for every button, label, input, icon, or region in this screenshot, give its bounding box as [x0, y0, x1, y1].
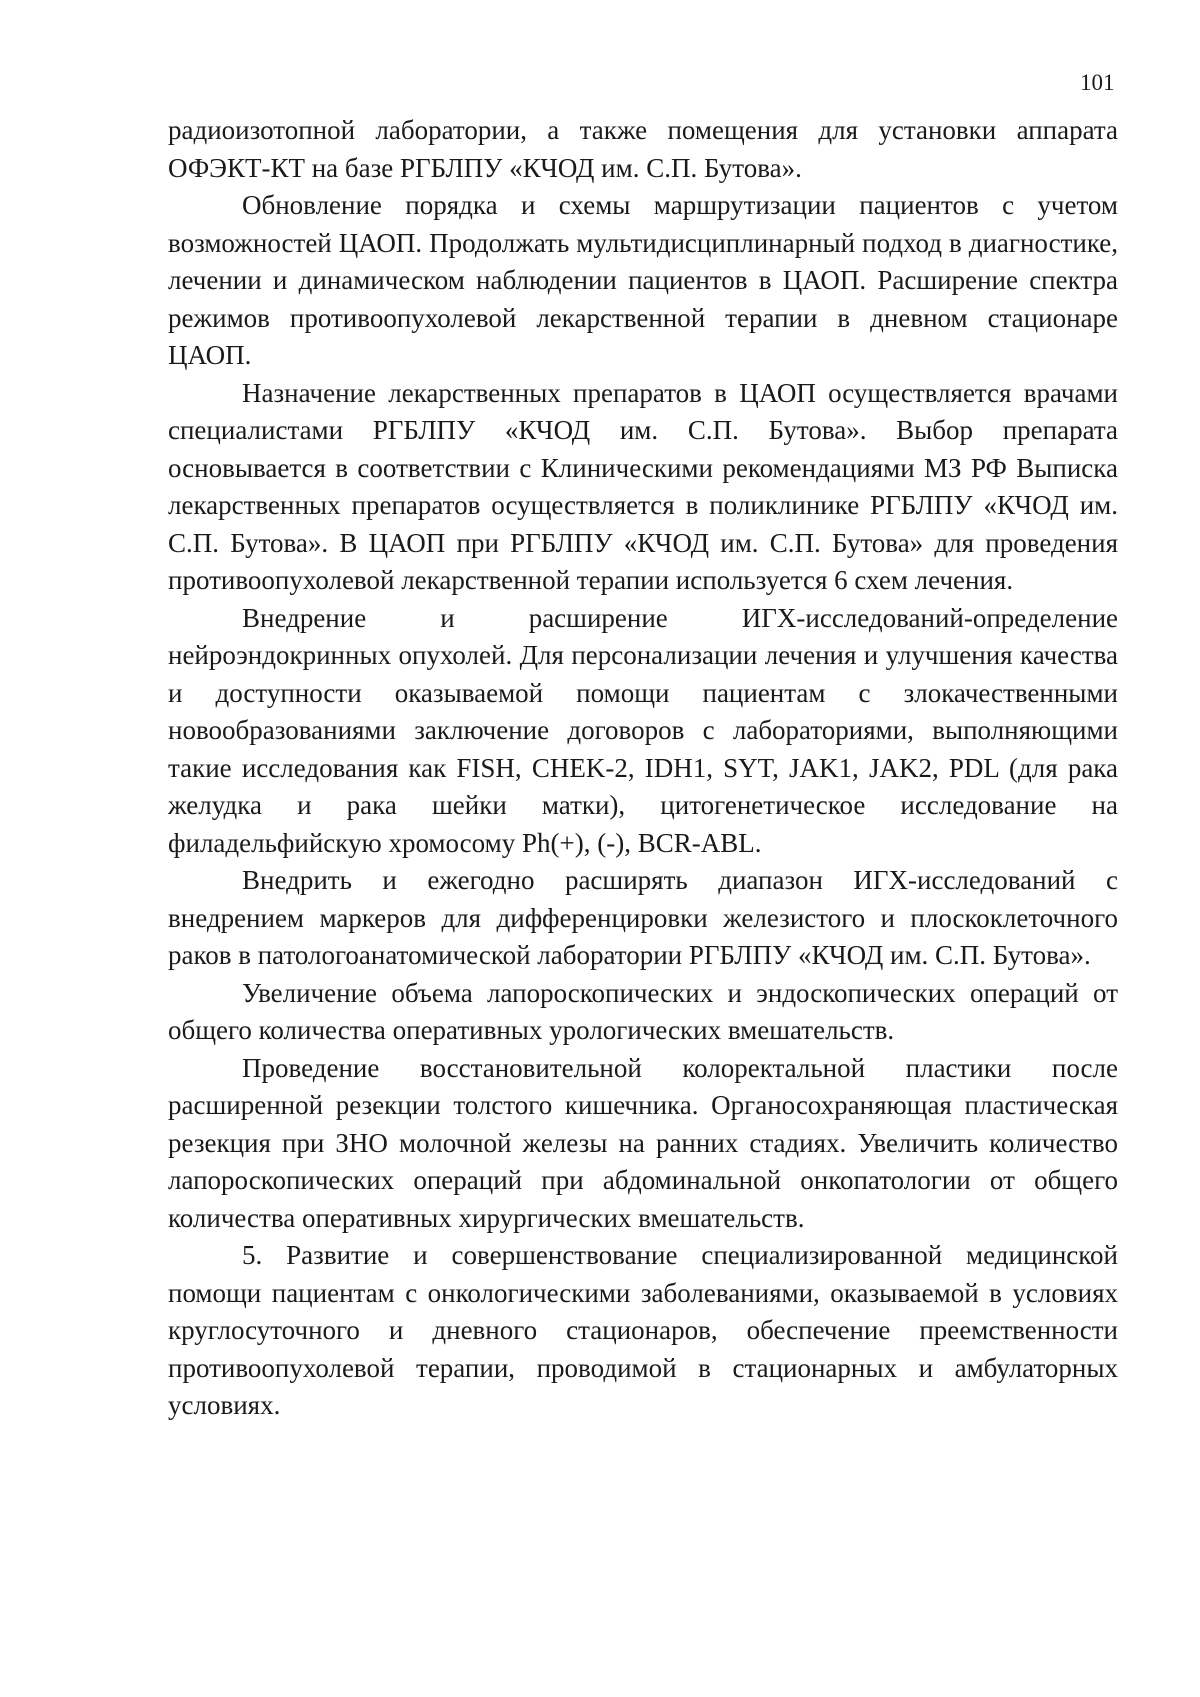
- paragraph-7: Проведение восстановительной колоректальной пластики после расширенной резекции толстого кишечника. Органосохраняющая пластическая резекция при ЗНО молочной железы на ранних стадиях. Увеличить количество лапороскопических операций при абдоминальной онкопатологии от общего количества оперативных хирургических вмешательств.: [168, 1052, 1118, 1233]
- paragraph-4: Внедрение и расширение ИГХ-исследований-определение нейроэндокринных опухолей. Для персонализации лечения и улучшения качества и доступности оказываемой помощи пациентам с злокачественными новообразованиями заключение договоров с лабораториями, выполняющими такие исследования как FISH, CHEK-2, IDH1, SYT, JAK1, JAK2, PDL (для рака желудка и рака шейки матки), цитогенетическое исследование на филадельфийскую хромосому Ph(+), (-), BCR-ABL.: [168, 602, 1118, 858]
- document-body: [168, 112, 1118, 1425]
- paragraph-5: Внедрить и ежегодно расширять диапазон ИГХ-исследований с внедрением маркеров для дифференцировки железистого и плоскоклеточного раков в патологоанатомической лаборатории РГБЛПУ «КЧОД им. С.П. Бутова».: [168, 865, 1118, 970]
- paragraph-3: Назначение лекарственных препаратов в ЦАОП осуществляется врачами специалистами РГБЛПУ «КЧОД им. С.П. Бутова». Выбор препарата основывается в соответствии с Клиническими рекомендациями МЗ РФ Выписка лекарственных препаратов осуществляется в поликлинике РГБЛПУ «КЧОД им. С.П. Бутова». В ЦАОП при РГБЛПУ «КЧОД им. С.П. Бутова» для проведения противоопухолевой лекарственной терапии используется 6 схем лечения.: [168, 377, 1118, 595]
- paragraph-8: 5. Развитие и совершенствование специализированной медицинской помощи пациентам с онкологическими заболеваниями, оказываемой в условиях круглосуточного и дневного стационаров, обеспечение преемственности противоопухолевой терапии, проводимой в стационарных и амбулаторных условиях.: [168, 1240, 1118, 1420]
- paragraph-6: Увеличение объема лапороскопических и эндоскопических операций от общего количества оперативных урологических вмешательств.: [168, 977, 1118, 1045]
- paragraph-1: радиоизотопной лаборатории, а также помещения для установки аппарата ОФЭКТ-КТ на базе РГБЛПУ «КЧОД им. С.П. Бутова».: [168, 115, 1118, 183]
- page-number: 101: [1080, 70, 1115, 95]
- paragraph-2: Обновление порядка и схемы маршрутизации пациентов с учетом возможностей ЦАОП. Продолжать мультидисциплинарный подход в диагностике, лечении и динамическом наблюдении пациентов в ЦАОП. Расширение спектра режимов противоопухолевой лекарственной терапии в дневном стационаре ЦАОП.: [168, 190, 1118, 370]
